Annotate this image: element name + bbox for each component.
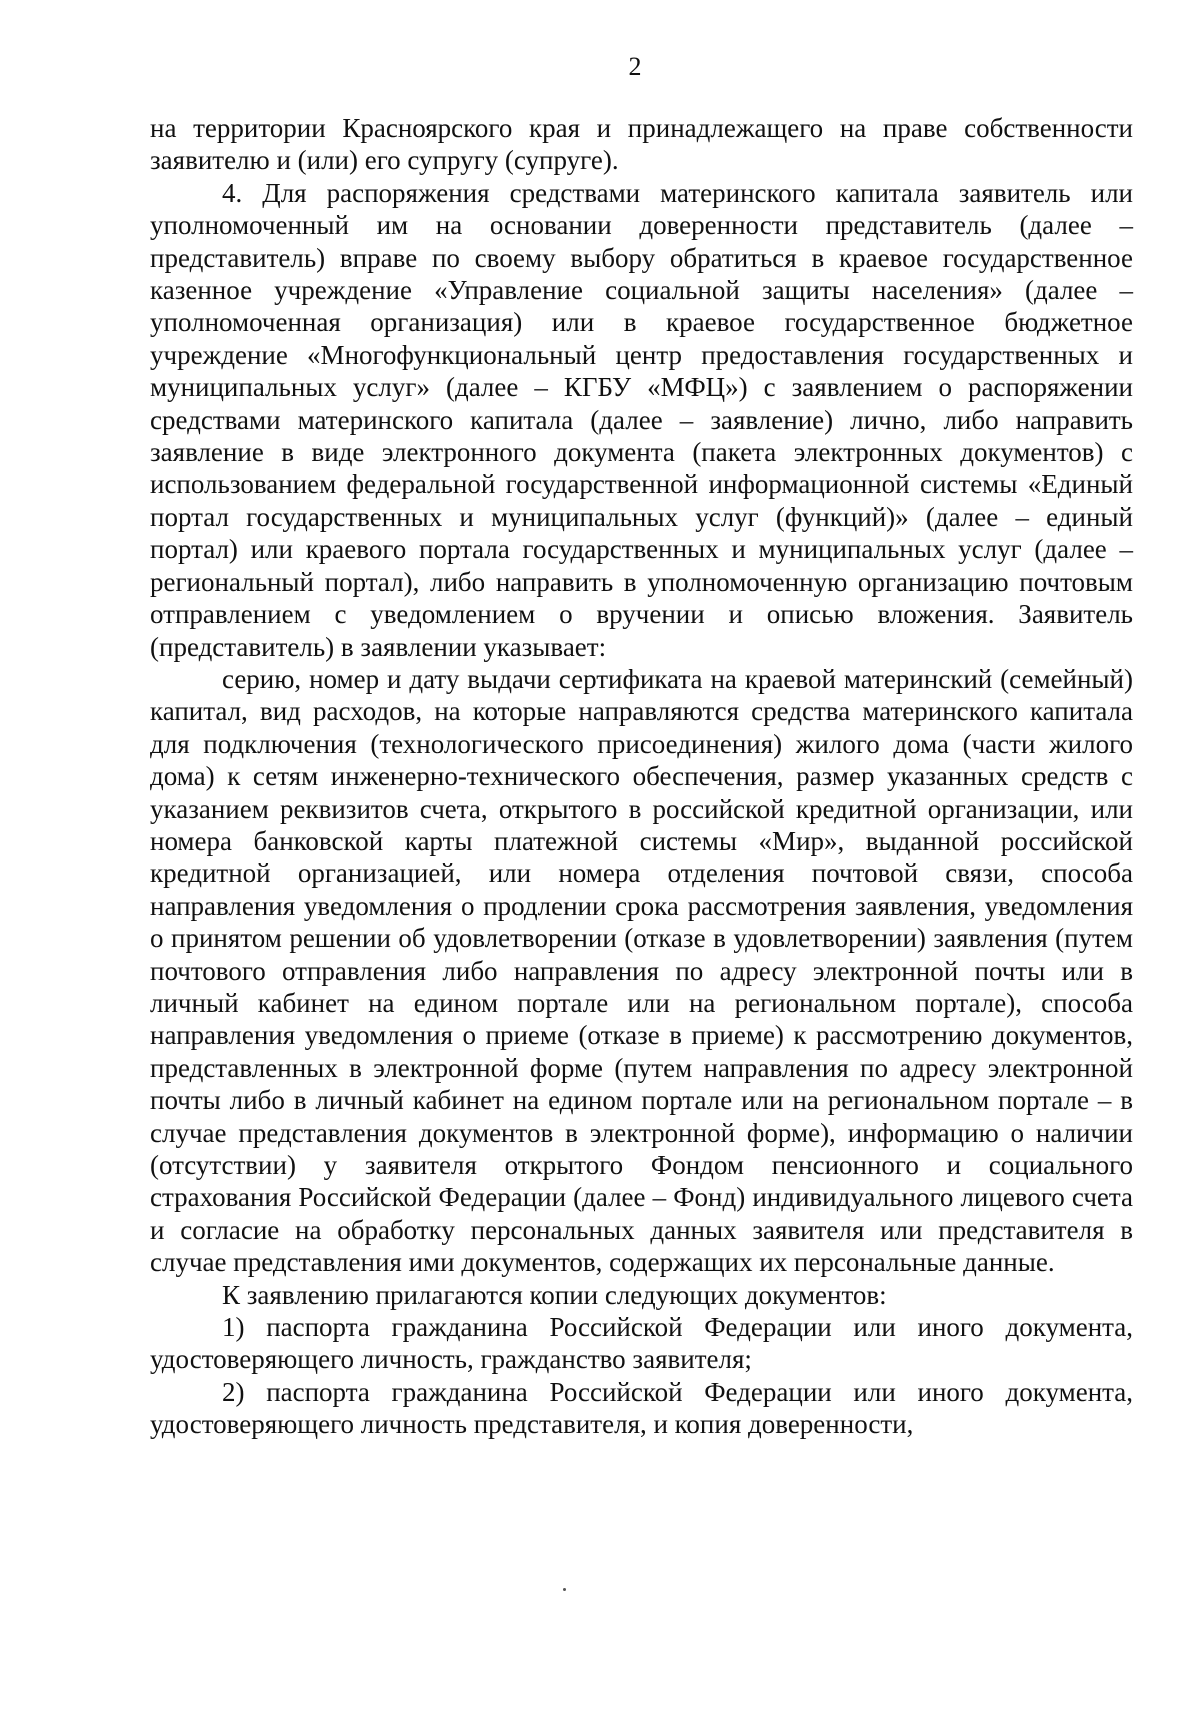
document-body [150, 112, 1133, 1441]
paragraph-continuation: на территории Красноярского края и принадлежащего на праве собственности заявителю и (или) его супругу (супруге). [150, 113, 1133, 176]
paragraph-item-4: 4. Для распоряжения средствами материнского капитала заявитель или уполномоченный им на основании доверенности представитель (далее – представитель) вправе по своему выбору обратиться в краевое государственное казенное учреждение «Управление социальной защиты населения» (далее – уполномоченная организация) или в краевое государственное бюджетное учреждение «Многофункциональный центр предоставления государственных и муниципальных услуг» (далее – КГБУ «МФЦ») с заявлением о распоряжении средствами материнского капитала (далее – заявление) лично, либо направить заявление в виде электронного документа (пакета электронных документов) с использованием федеральной государственной информационной системы «Единый портал государственных и муниципальных услуг (функций)» (далее – единый портал) или краевого портала государственных и муниципальных услуг (далее – региональный портал), либо направить в уполномоченную организацию почтовым отправлением с уведомлением о вручении и описью вложения. Заявитель (представитель) в заявлении указывает: [150, 177, 1133, 662]
paragraph-attachment-1: 1) паспорта гражданина Российской Федерации или иного документа, удостоверяющего личность, гражданство заявителя; [150, 1312, 1133, 1375]
scan-speck [563, 1588, 566, 1591]
page-number: 2 [628, 52, 642, 81]
paragraph-attachment-2: 2) паспорта гражданина Российской Федерации или иного документа, удостоверяющего личность представителя, и копия доверенности, [150, 1376, 1133, 1440]
paragraph-attachments-intro: К заявлению прилагаются копии следующих документов: [222, 1279, 887, 1310]
paragraph-application-contents: серию, номер и дату выдачи сертификата на краевой материнский (семейный) капитал, вид расходов, на которые направляются средства материнского капитала для подключения (технологического присоединения) жилого дома (части жилого дома) к сетям инженерно-технического обеспечения, размер указанных средств с указанием реквизитов счета, открытого в российской кредитной организации, или номера банковской карты платежной системы «Мир», выданной российской кредитной организацией, или номера отделения почтовой связи, способа направления уведомления о продлении срока рассмотрения заявления, уведомления о принятом решении об удовлетворении (отказе в удовлетворении) заявления (путем почтового отправления либо направления по адресу электронной почты или в личный кабинет на едином портале или на региональном портале), способа направления уведомления о приеме (отказе в приеме) к рассмотрению документов, представленных в электронной форме (путем направления по адресу электронной почты либо в личный кабинет на едином портале или на региональном портале – в случае представления документов в электронной форме), информацию о наличии (отсутствии) у заявителя открытого Фондом пенсионного и социального страхования Российской Федерации (далее – Фонд) индивидуального лицевого счета и согласие на обработку персональных данных заявителя или представителя в случае представления ими документов, содержащих их персональные данные. [150, 663, 1133, 1278]
